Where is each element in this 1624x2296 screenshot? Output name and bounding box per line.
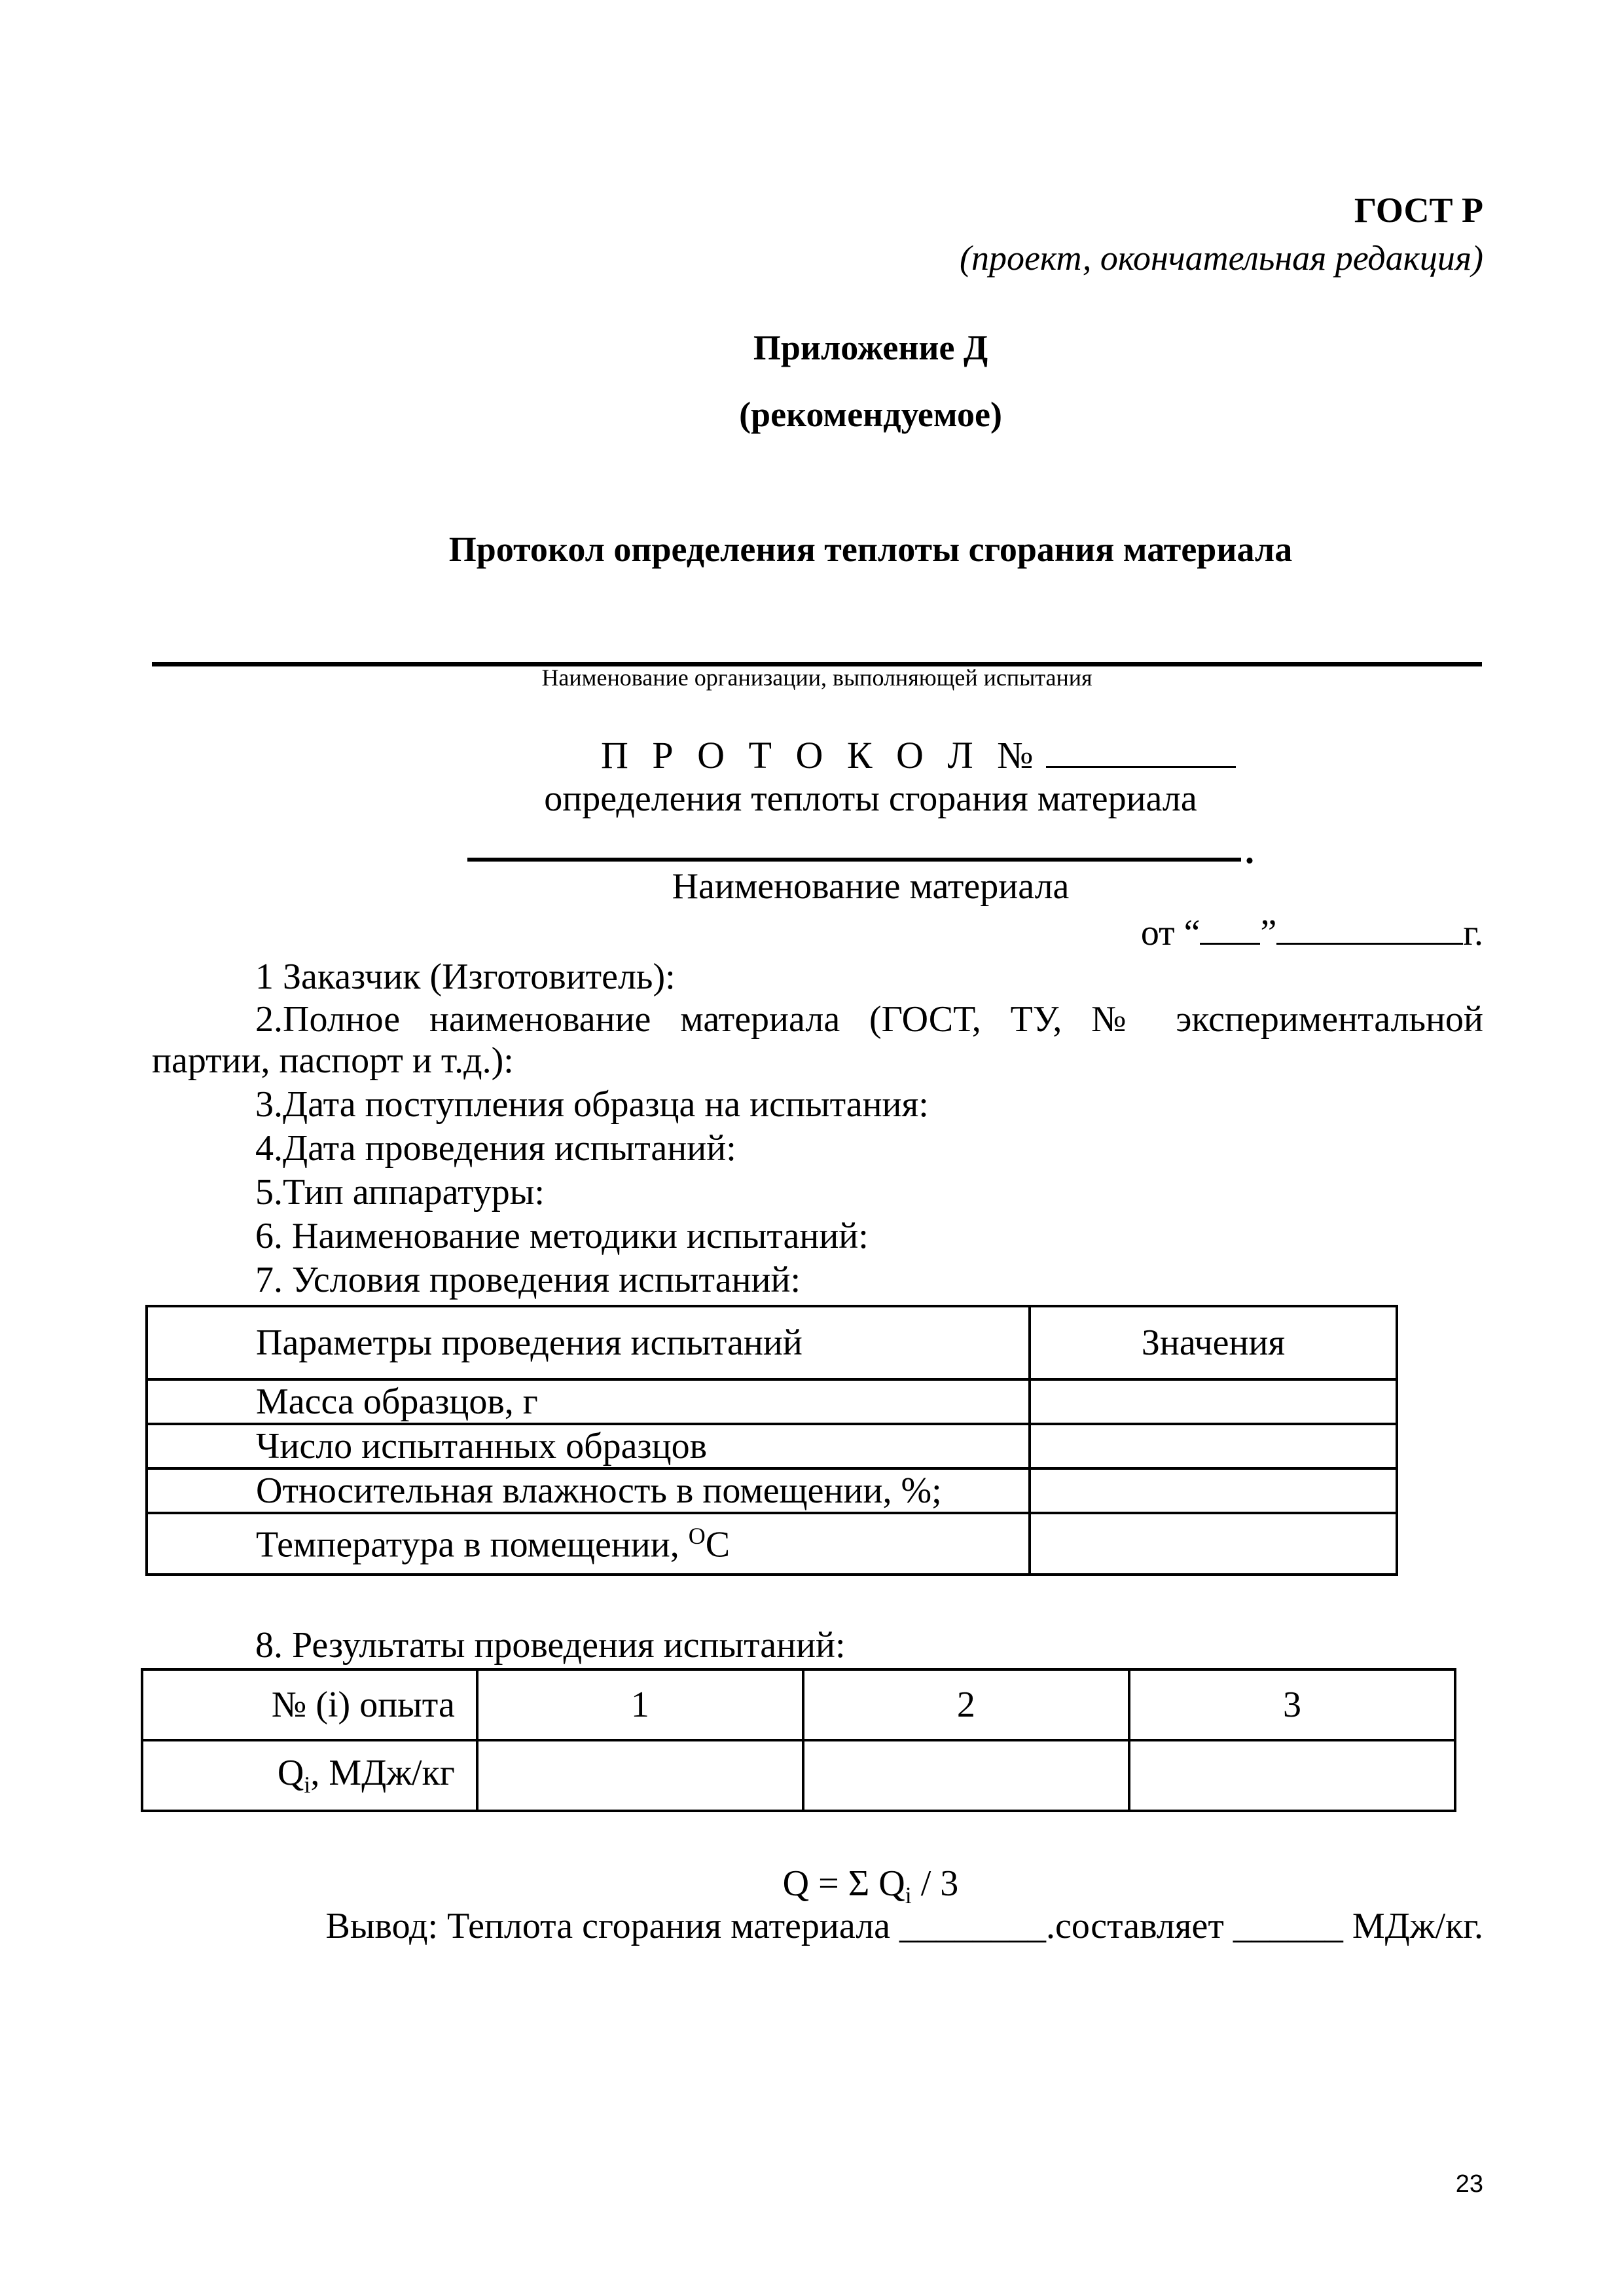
material-name-dot: . (1245, 831, 1254, 871)
temperature-unit-degree: О (688, 1522, 706, 1549)
conditions-row-humidity: Относительная влажность в помещении, %; (147, 1468, 1030, 1513)
document-title: Протокол определения теплоты сгорания материала (448, 530, 1293, 569)
conditions-value-cell[interactable] (1030, 1513, 1397, 1575)
conclusion-blank-1: ________ (899, 1906, 1047, 1946)
temperature-label: Температура в помещении, (256, 1524, 689, 1565)
conclusion-part1: Вывод: Теплота сгорания материала (325, 1906, 900, 1946)
temperature-unit: С (705, 1524, 731, 1565)
material-name-caption: Наименование материала (672, 866, 1070, 907)
conclusion-line (326, 1905, 1483, 1947)
date-suffix: г. (1463, 913, 1483, 953)
draft-note: (проект, окончательная редакция) (959, 238, 1483, 278)
protocol-number-blank (1046, 733, 1236, 768)
appendix-type: (рекомендуемое) (739, 395, 1002, 434)
item-method-name: 6. Наименование методики испытаний: (255, 1216, 869, 1256)
date-day-blank (1200, 913, 1260, 945)
table-row (147, 1424, 1397, 1468)
results-row-label (142, 1740, 477, 1811)
conclusion-part2: .составляет (1046, 1906, 1233, 1946)
standard-designation: ГОСТ Р (1354, 191, 1483, 230)
conditions-table (145, 1305, 1398, 1576)
appendix-title: Приложение Д (753, 328, 988, 367)
item-equipment-type: 5.Тип аппаратуры: (255, 1172, 545, 1212)
results-column-3: 3 (1129, 1669, 1455, 1740)
protocol-number-label: П Р О Т О К О Л № (601, 734, 1041, 776)
conclusion-blank-2: ______ (1233, 1906, 1343, 1946)
date-middle: ” (1260, 913, 1277, 953)
conditions-value-cell[interactable] (1030, 1424, 1397, 1468)
item-test-conditions: 7. Условия проведения испытаний: (255, 1260, 801, 1300)
table-row (147, 1513, 1397, 1575)
table-row (147, 1379, 1397, 1424)
date-month-blank (1276, 913, 1463, 945)
conditions-row-mass: Масса образцов, г (147, 1379, 1030, 1424)
item-customer: 1 Заказчик (Изготовитель): (255, 957, 676, 997)
date-prefix: от “ (1140, 913, 1200, 953)
results-column-2: 2 (803, 1669, 1129, 1740)
table-row (142, 1669, 1455, 1740)
q-symbol: Q (277, 1753, 304, 1794)
formula-right: / 3 (911, 1863, 959, 1904)
material-name-underline (467, 858, 1241, 862)
q-index: i (304, 1772, 311, 1798)
item-material-full-name: 2.Полное наименование материала (ГОСТ, ТУ, № экспериментальной (255, 999, 1483, 1040)
table-row (142, 1740, 1455, 1811)
conditions-header-value: Значения (1030, 1306, 1397, 1379)
organization-caption: Наименование организации, выполняющей испытания (541, 665, 1092, 691)
page-number: 23 (1455, 2170, 1483, 2198)
conditions-header-param: Параметры проведения испытаний (147, 1306, 1030, 1379)
item-test-date: 4.Дата проведения испытаний: (255, 1128, 736, 1169)
conditions-value-cell[interactable] (1030, 1379, 1397, 1424)
average-formula (0, 1863, 1624, 1909)
q-unit: , МДж/кг (310, 1753, 455, 1794)
protocol-date (1141, 912, 1483, 954)
conditions-row-count: Число испытанных образцов (147, 1424, 1030, 1468)
protocol-number-heading (601, 733, 1236, 777)
conditions-value-cell[interactable] (1030, 1468, 1397, 1513)
item-sample-receipt-date: 3.Дата поступления образца на испытания: (255, 1084, 929, 1125)
results-table (141, 1668, 1456, 1812)
formula-index: i (905, 1882, 912, 1909)
formula-left: Q = Σ Q (782, 1863, 905, 1904)
table-row (147, 1306, 1397, 1379)
item-test-results: 8. Результаты проведения испытаний: (255, 1625, 846, 1666)
conditions-row-temperature (147, 1513, 1030, 1575)
conclusion-part3: МДж/кг. (1343, 1906, 1483, 1946)
protocol-subtitle: определения теплоты сгорания материала (544, 778, 1197, 819)
results-header-label: № (i) опыта (142, 1669, 477, 1740)
results-value-cell[interactable] (477, 1740, 803, 1811)
table-row (147, 1468, 1397, 1513)
results-value-cell[interactable] (803, 1740, 1129, 1811)
results-value-cell[interactable] (1129, 1740, 1455, 1811)
item-material-full-name-cont: партии, паспорт и т.д.): (152, 1040, 514, 1081)
results-column-1: 1 (477, 1669, 803, 1740)
